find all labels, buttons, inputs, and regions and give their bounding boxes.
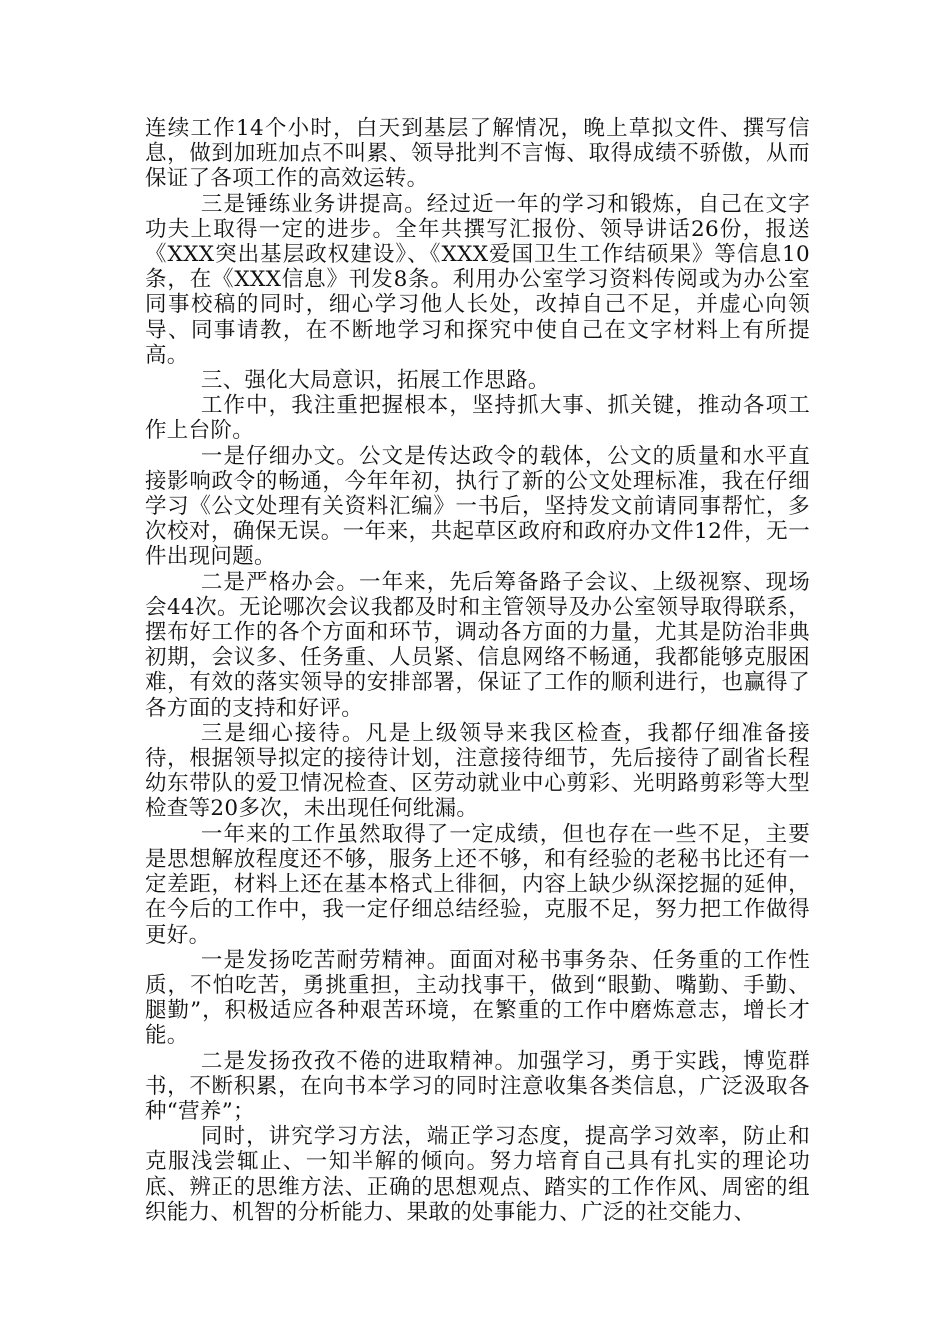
- paragraph-enterprising-spirit: 二是发扬孜孜不倦的进取精神。加强学习，勇于实践，博览群书，不断积累，在向书本学习的同时注意收集各类信息，广泛汲取各种“营养”；: [145, 1048, 810, 1124]
- paragraph-learning-methods: 同时，讲究学习方法，端正学习态度，提高学习效率，防止和克服浅尝辄止、一知半解的倾向。努力培育自己具有扎实的理论功底、辨正的思维方法、正确的思想观点、踏实的工作作风、周密的组织能力、机智的分析能力、果敢的处事能力、广泛的社交能力、: [145, 1124, 810, 1225]
- paragraph-shortcomings: 一年来的工作虽然取得了一定成绩，但也存在一些不足，主要是思想解放程度还不够，服务上还不够，和有经验的老秘书比还有一定差距，材料上还在基本格式上徘徊，内容上缺少纵深挖掘的延伸，在今后的工作中，我一定仔细总结经验，克服不足，努力把工作做得更好。: [145, 821, 810, 948]
- section-heading-overall-awareness: 三、强化大局意识，拓展工作思路。: [200, 368, 550, 394]
- paragraph-business-skills: 三是锤练业务讲提高。经过近一年的学习和锻炼，自己在文字功夫上取得一定的进步。全年共撰写汇报份、领导讲话26份，报送《XXX突出基层政权建设》、《XXX爱国卫生工作结硕果》等信息10条，在《XXX信息》刊发8条。利用办公室学习资料传阅或为办公室同事校稿的同时，细心学习他人长处，改掉自己不足，并虚心向领导、同事请教，在不断地学习和探究中使自己在文字材料上有所提高。: [145, 191, 810, 368]
- paragraph-continuation: 连续工作14个小时，白天到基层了解情况，晚上草拟文件、撰写信息，做到加班加点不叫累、领导批判不言悔、取得成绩不骄傲，从而保证了各项工作的高效运转。: [145, 116, 810, 192]
- paragraph-reception: 三是细心接待。凡是上级领导来我区检查，我都仔细准备接待，根据领导拟定的接待计划，注意接待细节，先后接待了副省长程幼东带队的爱卫情况检查、区劳动就业中心剪彩、光明路剪彩等大型检查等20多次，未出现任何纰漏。: [145, 720, 810, 822]
- paragraph-work-focus: 工作中，我注重把握根本，坚持抓大事、抓关键，推动各项工作上台阶。: [145, 393, 810, 444]
- document-body: [145, 116, 810, 1225]
- paragraph-meeting-handling: 二是严格办会。一年来，先后筹备路子会议、上级视察、现场会44次。无论哪次会议我都及时和主管领导及办公室领导取得联系，摆布好工作的各个方面和环节，调动各方面的力量，尤其是防治非典初期，会议多、任务重、人员紧、信息网络不畅通，我都能够克服困难，有效的落实领导的安排部署，保证了工作的顺利进行，也赢得了各方面的支持和好评。: [145, 569, 810, 721]
- paragraph-document-handling: 一是仔细办文。公文是传达政令的载体，公文的质量和水平直接影响政令的畅通，今年年初，执行了新的公文处理标准，我在仔细学习《公文处理有关资料汇编》一书后，坚持发文前请同事帮忙，多次校对，确保无误。一年来，共起草区政府和政府办文件12件，无一件出现问题。: [145, 443, 810, 570]
- paragraph-hardworking-spirit: 一是发扬吃苦耐劳精神。面面对秘书事务杂、任务重的工作性质，不怕吃苦，勇挑重担，主动找事干，做到“眼勤、嘴勤、手勤、腿勤”，积极适应各种艰苦环境，在繁重的工作中磨炼意志，增长才能。: [145, 947, 810, 1049]
